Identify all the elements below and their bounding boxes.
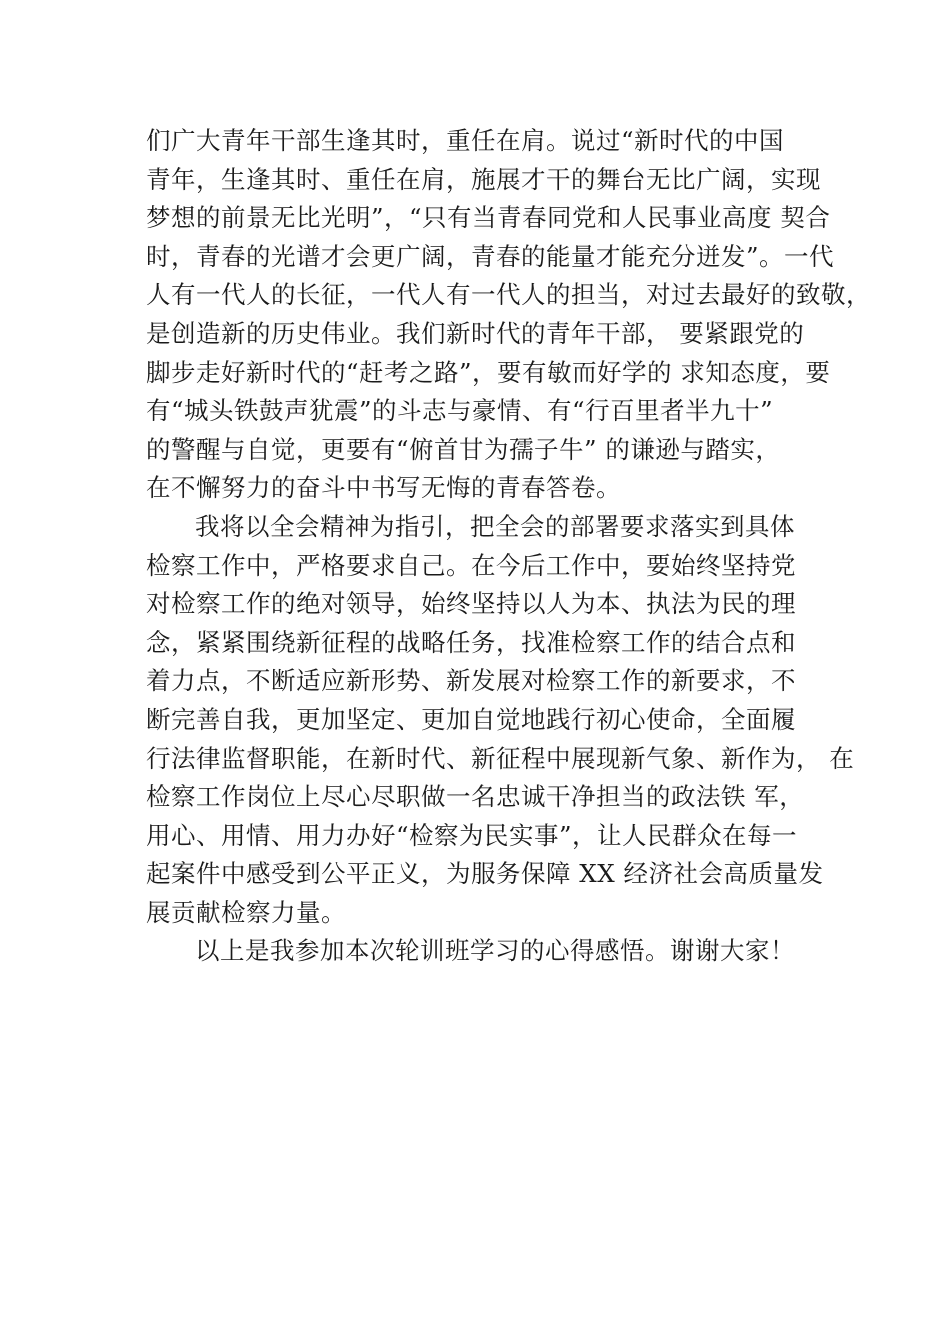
text-line: 有“城头铁鼓声犹震”的斗志与豪情、有“行百里者半九十” bbox=[146, 396, 774, 426]
text-line: 在不懈努力的奋斗中书写无悔的青春答卷。 bbox=[146, 473, 621, 503]
text-line: 起案件中感受到公平正义，为服务保障 XX 经济社会高质量发 bbox=[146, 859, 824, 889]
text-line: 展贡献检察力量。 bbox=[146, 897, 346, 927]
text-line: 检察工作中，严格要求自己。在今后工作中，要始终坚持党 bbox=[146, 550, 796, 580]
text-line: 是创造新的历史伟业。我们新时代的青年干部， 要紧跟党的 bbox=[146, 318, 805, 348]
text-line: 对检察工作的绝对领导，始终坚持以人为本、执法为民的理 bbox=[146, 589, 796, 619]
text-line: 时，青春的光谱才会更广阔，青春的能量才能充分迸发”。一代 bbox=[146, 241, 835, 271]
text-line: 行法律监督职能，在新时代、新征程中展现新气象、新作为， 在 bbox=[146, 743, 855, 773]
text-line: 检察工作岗位上尽心尽职做一名忠诚干净担当的政法铁 军， bbox=[146, 782, 805, 812]
paragraph-first-line: 以上是我参加本次轮训班学习的心得感悟。谢谢大家！ bbox=[195, 936, 795, 966]
text-line: 梦想的前景无比光明”，“只有当青春同党和人民事业高度 契合 bbox=[146, 203, 831, 233]
text-line: 脚步走好新时代的“赶考之路”，要有敏而好学的 求知态度，要 bbox=[146, 357, 831, 387]
text-line: 断完善自我，更加坚定、更加自觉地践行初心使命，全面履 bbox=[146, 704, 796, 734]
text-line: 的警醒与自觉，更要有“俯首甘为孺子牛” 的谦逊与踏实， bbox=[146, 434, 781, 464]
text-line: 青年，生逢其时、重任在肩，施展才干的舞台无比广阔，实现 bbox=[146, 164, 821, 194]
text-line: 念，紧紧围绕新征程的战略任务，找准检察工作的结合点和 bbox=[146, 627, 796, 657]
text-line: 们广大青年干部生逢其时，重任在肩。说过“新时代的中国 bbox=[146, 126, 785, 155]
text-line: 着力点，不断适应新形势、新发展对检察工作的新要求，不 bbox=[146, 666, 796, 696]
text-line: 人有一代人的长征，一代人有一代人的担当，对过去最好的致敬， bbox=[146, 280, 871, 310]
paragraph-first-line: 我将以全会精神为指引，把全会的部署要求落实到具体 bbox=[195, 511, 795, 541]
document-body bbox=[146, 122, 871, 971]
text-line: 用心、用情、用力办好“检察为民实事”，让人民群众在每一 bbox=[146, 820, 798, 850]
